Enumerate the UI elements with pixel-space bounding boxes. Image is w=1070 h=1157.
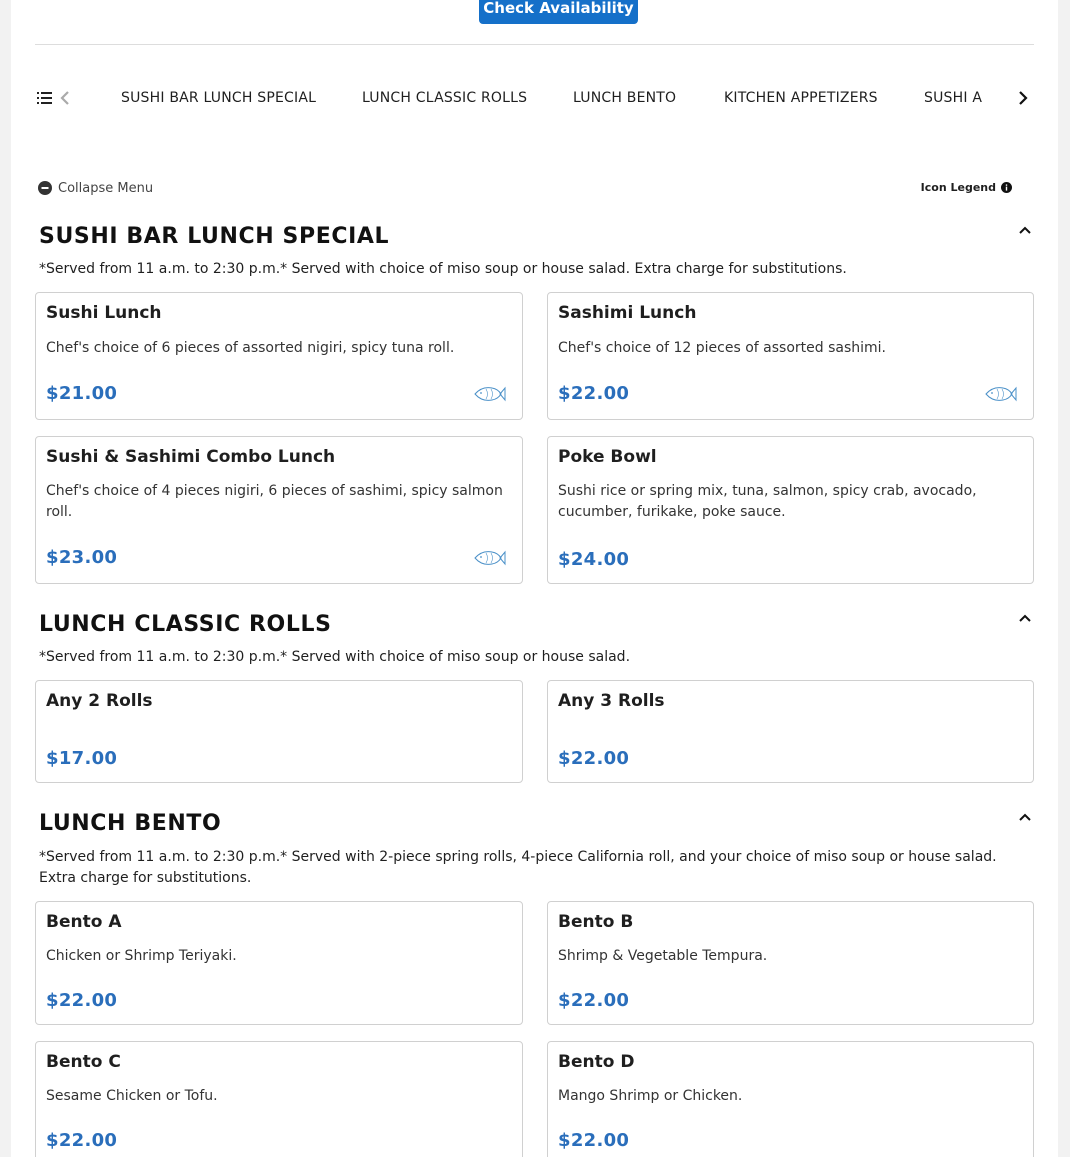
menu-item-price: $24.00	[558, 549, 630, 570]
category-tab-lunch-classic-rolls[interactable]: LUNCH CLASSIC ROLLS	[362, 90, 528, 106]
menu-item-description: Mango Shrimp or Chicken.	[558, 1088, 743, 1104]
menu-item-card[interactable]	[35, 436, 523, 584]
menu-item-name: Any 3 Rolls	[558, 691, 665, 711]
menu-item-card[interactable]	[547, 292, 1034, 420]
category-tab-kitchen-appetizers[interactable]: KITCHEN APPETIZERS	[724, 90, 878, 106]
menu-item-price: $22.00	[558, 748, 630, 769]
section-title-lunch-bento: LUNCH BENTO	[39, 811, 222, 836]
menu-item-description: Sesame Chicken or Tofu.	[46, 1088, 218, 1104]
section-title-lunch-classic-rolls: LUNCH CLASSIC ROLLS	[39, 612, 332, 637]
menu-item-name: Bento C	[46, 1052, 121, 1072]
category-track	[85, 76, 1005, 122]
category-tab-sushi-a[interactable]: SUSHI A	[924, 90, 983, 106]
list-icon[interactable]	[37, 91, 52, 105]
menu-item-description: Chef's choice of 4 pieces nigiri, 6 pieces of sashimi, spicy salmon roll.	[46, 483, 503, 520]
menu-item-price: $23.00	[46, 547, 118, 568]
collapse-menu-label: Collapse Menu	[58, 180, 154, 196]
menu-item-card[interactable]	[547, 436, 1034, 584]
section-description: *Served from 11 a.m. to 2:30 p.m.* Served with choice of miso soup or house salad. Extra charge for substitutions.	[39, 261, 847, 277]
menu-item-price: $21.00	[46, 383, 118, 404]
menu-item-name: Sushi Lunch	[46, 303, 162, 323]
icon-legend-button[interactable]	[921, 179, 1012, 195]
menu-item-description: Chef's choice of 6 pieces of assorted nigiri, spicy tuna roll.	[46, 340, 455, 356]
header-bar	[35, 0, 1034, 45]
menu-item-card[interactable]	[35, 680, 523, 783]
menu-item-description: Chicken or Shrimp Teriyaki.	[46, 948, 237, 964]
menu-item-card[interactable]	[547, 1041, 1034, 1157]
menu-item-price: $22.00	[558, 383, 630, 404]
chevron-right-icon[interactable]	[1017, 90, 1029, 106]
chevron-up-icon[interactable]	[1018, 225, 1032, 235]
menu-item-name: Bento D	[558, 1052, 635, 1072]
collapse-menu-button[interactable]	[38, 179, 153, 197]
menu-item-price: $22.00	[46, 1130, 118, 1151]
menu-item-card[interactable]	[35, 901, 523, 1025]
menu-page	[11, 0, 1058, 1157]
menu-item-name: Bento A	[46, 912, 122, 932]
category-tab-sushi-bar-lunch-special[interactable]: SUSHI BAR LUNCH SPECIAL	[121, 90, 317, 106]
menu-item-card[interactable]	[547, 680, 1034, 783]
chevron-up-icon[interactable]	[1018, 613, 1032, 623]
minus-circle-icon	[38, 181, 52, 195]
menu-item-price: $22.00	[558, 990, 630, 1011]
category-nav	[35, 76, 1034, 122]
check-availability-button[interactable]: Check Availability	[479, 0, 638, 24]
section-description: *Served from 11 a.m. to 2:30 p.m.* Served with 2-piece spring rolls, 4-piece California roll, and your choice of miso soup or house salad. Extra charge for substitutions.	[39, 849, 997, 886]
menu-item-price: $22.00	[46, 990, 118, 1011]
menu-item-card[interactable]	[35, 1041, 523, 1157]
info-icon	[1001, 182, 1012, 193]
menu-item-name: Bento B	[558, 912, 634, 932]
raw-fish-icon	[474, 385, 506, 403]
menu-item-card[interactable]	[547, 901, 1034, 1025]
raw-fish-icon	[985, 385, 1017, 403]
icon-legend-label: Icon Legend	[920, 180, 996, 194]
section-title-sushi-bar-lunch-special: SUSHI BAR LUNCH SPECIAL	[39, 224, 390, 249]
chevron-up-icon[interactable]	[1018, 812, 1032, 822]
menu-item-description: Chef's choice of 12 pieces of assorted sashimi.	[558, 340, 887, 356]
menu-item-name: Sashimi Lunch	[558, 303, 697, 323]
category-tab-lunch-bento[interactable]: LUNCH BENTO	[573, 90, 677, 106]
chevron-left-icon[interactable]	[59, 90, 71, 106]
menu-item-card[interactable]	[35, 292, 523, 420]
menu-item-description: Sushi rice or spring mix, tuna, salmon, spicy crab, avocado, cucumber, furikake, poke sauce.	[558, 483, 977, 520]
menu-item-price: $22.00	[558, 1130, 630, 1151]
menu-item-name: Poke Bowl	[558, 447, 657, 467]
menu-item-price: $17.00	[46, 748, 118, 769]
menu-item-name: Any 2 Rolls	[46, 691, 153, 711]
raw-fish-icon	[474, 549, 506, 567]
section-description: *Served from 11 a.m. to 2:30 p.m.* Served with choice of miso soup or house salad.	[39, 649, 631, 665]
menu-item-description: Shrimp & Vegetable Tempura.	[558, 948, 768, 964]
menu-item-name: Sushi & Sashimi Combo Lunch	[46, 447, 336, 467]
